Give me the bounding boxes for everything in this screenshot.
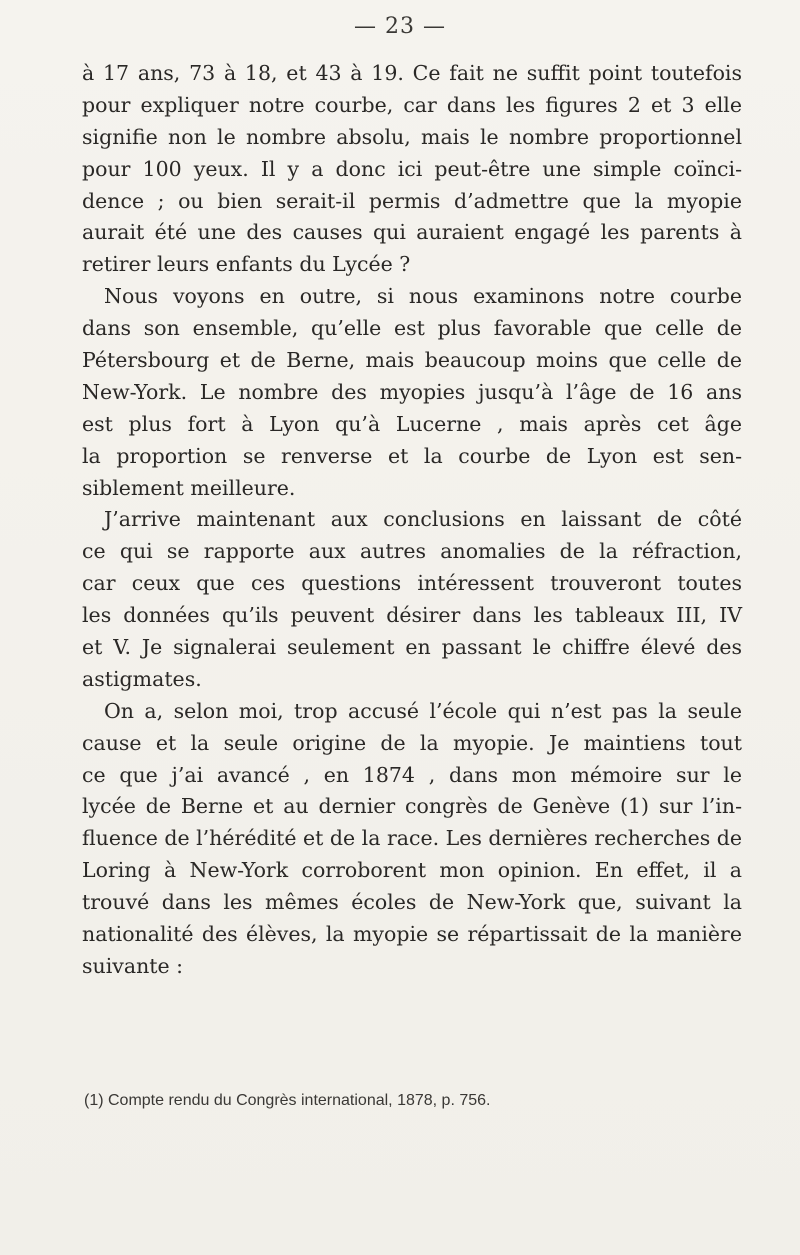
text-line: lycée de Berne et au dernier congrès de Genève (1) sur l’in- <box>82 794 742 819</box>
page-number: — 23 — <box>354 14 446 39</box>
text-line: J’arrive maintenant aux conclusions en laissant de côté <box>104 507 742 532</box>
text-line: la proportion se renverse et la courbe de Lyon est sen- <box>82 443 742 468</box>
footnote: (1) Compte rendu du Congrès international, 1878, p. 756. <box>84 1092 491 1109</box>
text-line: nationalité des élèves, la myopie se répartissait de la manière <box>82 922 742 947</box>
text-line: aurait été une des causes qui auraient engagé les parents à <box>82 220 742 245</box>
text-line: ce que j’ai avancé , en 1874 , dans mon mémoire sur le <box>82 762 742 787</box>
text-line: à 17 ans, 73 à 18, et 43 à 19. Ce fait ne suffit point toutefois <box>82 61 742 85</box>
text-line: siblement meilleure. <box>82 475 296 500</box>
text-line: Loring à New-York corroborent mon opinion. En effet, il a <box>82 858 742 883</box>
text-line: car ceux que ces questions intéressent trouveront toutes <box>82 571 742 596</box>
text-line: cause et la seule origine de la myopie. Je maintiens tout <box>82 730 742 755</box>
text-line: Nous voyons en outre, si nous examinons notre courbe <box>104 284 742 309</box>
text-line: ce qui se rapporte aux autres anomalies de la réfraction, <box>82 539 742 564</box>
text-line: On a, selon moi, trop accusé l’école qui n’est pas la seule <box>104 698 742 723</box>
text-line: dence ; ou bien serait-il permis d’admettre que la myopie <box>82 188 742 213</box>
text-line: Pétersbourg et de Berne, mais beaucoup moins que celle de <box>82 348 742 373</box>
text-line: astigmates. <box>82 666 202 691</box>
text-line: et V. Je signalerai seulement en passant le chiffre élevé des <box>82 635 742 660</box>
text-line: pour 100 yeux. Il y a donc ici peut-être une simple coïnci- <box>82 156 742 181</box>
text-line: les données qu’ils peuvent désirer dans les tableaux III, IV <box>82 603 742 628</box>
text-line: fluence de l’hérédité et de la race. Les dernières recherches de <box>82 826 742 851</box>
body-text <box>82 58 742 983</box>
text-line: est plus fort à Lyon qu’à Lucerne , mais après cet âge <box>82 411 742 436</box>
text-line: pour expliquer notre courbe, car dans les figures 2 et 3 elle <box>82 92 742 117</box>
text-line: suivante : <box>82 953 184 978</box>
text-line: dans son ensemble, qu’elle est plus favorable que celle de <box>82 316 742 341</box>
text-line: trouvé dans les mêmes écoles de New-York que, suivant la <box>82 890 742 915</box>
text-line: signifie non le nombre absolu, mais le nombre proportionnel <box>82 124 742 149</box>
text-line: retirer leurs enfants du Lycée ? <box>82 252 411 277</box>
text-line: New-York. Le nombre des myopies jusqu’à l’âge de 16 ans <box>82 379 742 404</box>
